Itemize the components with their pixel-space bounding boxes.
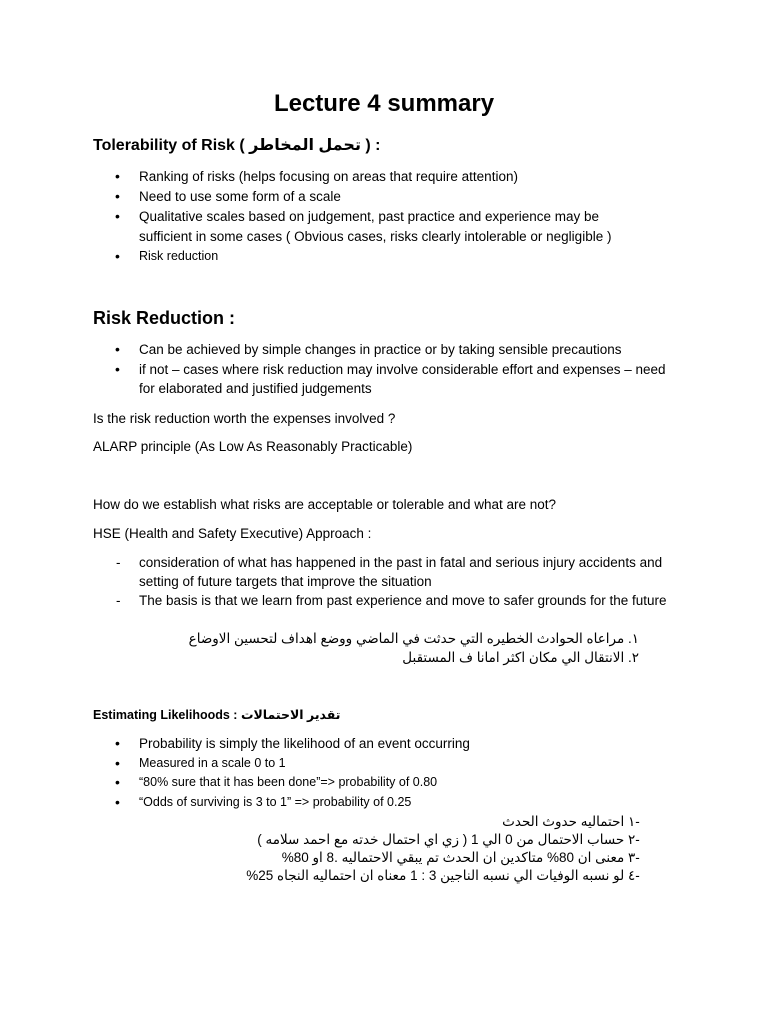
tolerability-heading: Tolerability of Risk ( تحمل المخاطر ) : <box>93 137 381 154</box>
arabic-note <box>246 867 650 885</box>
list-item: • Need to use some form of a scale <box>93 187 653 207</box>
worth-question: Is the risk reduction worth the expenses involved ? <box>93 411 396 426</box>
arabic-number: -٢ <box>628 832 640 847</box>
list-item: • Qualitative scales based on judgement, past practice and experience may be sufficient in some cases ( Obvious cases, risks clearly intolerable or negligible ) <box>93 207 653 246</box>
arabic-text: الانتقال الي مكان اكثر امانا ف المستقبل <box>402 650 625 665</box>
arabic-note <box>502 813 650 831</box>
arabic-note <box>257 831 650 849</box>
list-item: • Probability is simply the likelihood of an event occurring <box>93 734 653 754</box>
hse-approach: HSE (Health and Safety Executive) Approach : <box>93 526 372 541</box>
arabic-number: ٢. <box>628 650 640 665</box>
list-item: • “80% sure that it has been done”=> probability of 0.80 <box>93 773 653 793</box>
risk-reduction-heading: Risk Reduction : <box>93 308 236 328</box>
likelihoods-heading: Estimating Likelihoods : تقدير الاحتمالات <box>93 708 341 722</box>
arabic-text: مراعاه الحوادث الخطيره التي حدثت في الماضي ووضع اهداف لتحسين الاوضاع <box>188 631 625 646</box>
arabic-note <box>282 849 650 867</box>
likelihoods-list <box>93 734 653 812</box>
alarp-principle: ALARP principle (As Low As Reasonably Practicable) <box>93 439 413 454</box>
list-item: • Measured in a scale 0 to 1 <box>93 754 653 774</box>
arabic-number: -١ <box>628 814 640 829</box>
arabic-text: احتماليه حدوث الحدث <box>502 814 625 829</box>
arabic-text: معنى ان 80% متاكدين ان الحدث تم يبقي الاحتماليه .8 او 80% <box>281 850 625 865</box>
list-item: • if not – cases where risk reduction may involve considerable effort and expenses – need for elaborated and justified judgements <box>93 360 673 399</box>
arabic-note <box>402 649 650 667</box>
list-item: - consideration of what has happened in the past in fatal and serious injury accidents and setting of future targets that improve the situation <box>93 553 673 591</box>
arabic-number: ١. <box>628 631 640 646</box>
arabic-text: حساب الاحتمال من 0 الي 1 ( زي اي احتمال خدته مع احمد سلامه ) <box>257 832 625 847</box>
risk-reduction-list <box>93 340 673 399</box>
tolerability-list <box>93 167 653 266</box>
list-item: • Ranking of risks (helps focusing on areas that require attention) <box>93 167 653 187</box>
list-item: • “Odds of surviving is 3 to 1” => probability of 0.25 <box>93 793 653 813</box>
arabic-number: -٣ <box>628 850 640 865</box>
arabic-note <box>189 630 650 648</box>
list-item: - The basis is that we learn from past experience and move to safer grounds for the future <box>93 591 673 610</box>
list-item: • Risk reduction <box>93 247 653 267</box>
acceptable-question: How do we establish what risks are acceptable or tolerable and what are not? <box>93 497 557 512</box>
hse-list <box>93 553 673 610</box>
page-title: Lecture 4 summary <box>273 90 495 117</box>
arabic-number: -٤ <box>628 868 640 883</box>
list-item: • Can be achieved by simple changes in practice or by taking sensible precautions <box>93 340 673 360</box>
arabic-text: لو نسبه الوفيات الي نسبه الناجين 3 : 1 معناه ان احتماليه النجاه 25% <box>246 868 625 883</box>
